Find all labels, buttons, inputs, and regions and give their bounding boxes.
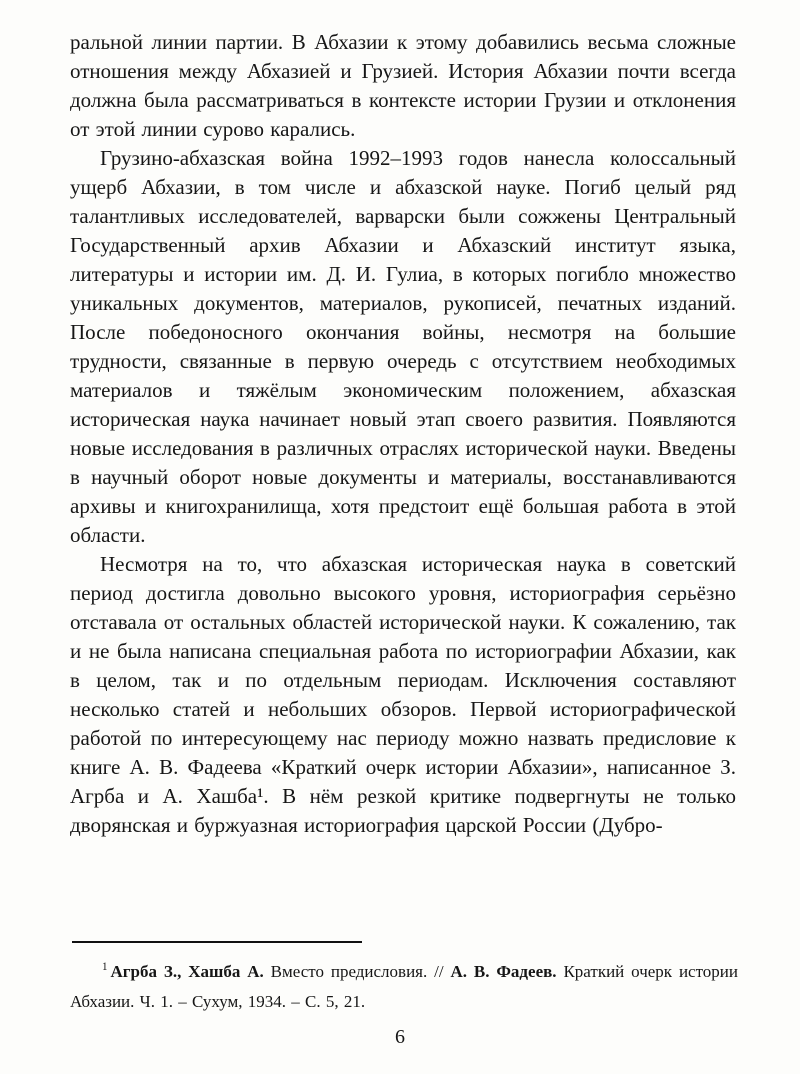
- footnote-text-tail: Краткий очерк истории Абхазии. Ч. 1. – Сухум, 1934. – С. 5, 21.: [70, 962, 738, 1011]
- footnote: [70, 957, 738, 1017]
- footnote-authors: Агрба З., Хашба А.: [110, 962, 264, 981]
- paragraph: Грузино-абхазская война 1992–1993 годов нанесла колоссальный ущерб Абхазии, в том числе и абхазской науке. Погиб целый ряд талантливых исследователей, варварски были сожжены Центральный Государственный архив Абхазии и Абхазский институт языка, литературы и истории им. Д. И. Гулиа, в которых погибло множество уникальных документов, материалов, рукописей, печатных изданий. После победоносного окончания войны, несмотря на большие трудности, связанные в первую очередь с отсутствием необходимых материалов и тяжёлым экономическим положением, абхазская историческая наука начинает новый этап своего развития. Появляются новые исследования в различных отраслях исторической науки. Введены в научный оборот новые документы и материалы, восстанавливаются архивы и книгохранилища, хотя предстоит ещё большая работа в этой области.: [70, 146, 736, 547]
- paragraph: Несмотря на то, что абхазская историческая наука в советский период достигла довольно высокого уровня, историография серьёзно отставала от остальных областей исторической науки. К сожалению, так и не была написана специальная работа по историографии Абхазии, как в целом, так и по отдельным периодам. Исключения составляют несколько статей и небольших обзоров. Первой историографической работой по интересующему нас периоду можно назвать предисловие к книге А. В. Фадеева «Краткий очерк истории Абхазии», написанное З. Агрба и А. Хашба¹. В нём резкой критике подвергнуты не только дворянская и буржуазная историография царской России (Дубро-: [70, 552, 736, 837]
- footnote-marker: 1: [102, 961, 108, 974]
- footnote-separator: [72, 941, 362, 943]
- footnote-text: Вместо предисловия. //: [263, 962, 451, 981]
- page-number: 6: [395, 1026, 405, 1048]
- main-text-block: [70, 28, 736, 936]
- footnote-cited-author: А. В. Фадеев.: [450, 962, 557, 981]
- paragraph-continuation: ральной линии партии. В Абхазии к этому добавились весьма сложные отношения между Абхазией и Грузией. История Абхазии почти всегда должна была рассматриваться в контексте истории Грузии и отклонения от этой линии сурово карались.: [70, 30, 736, 141]
